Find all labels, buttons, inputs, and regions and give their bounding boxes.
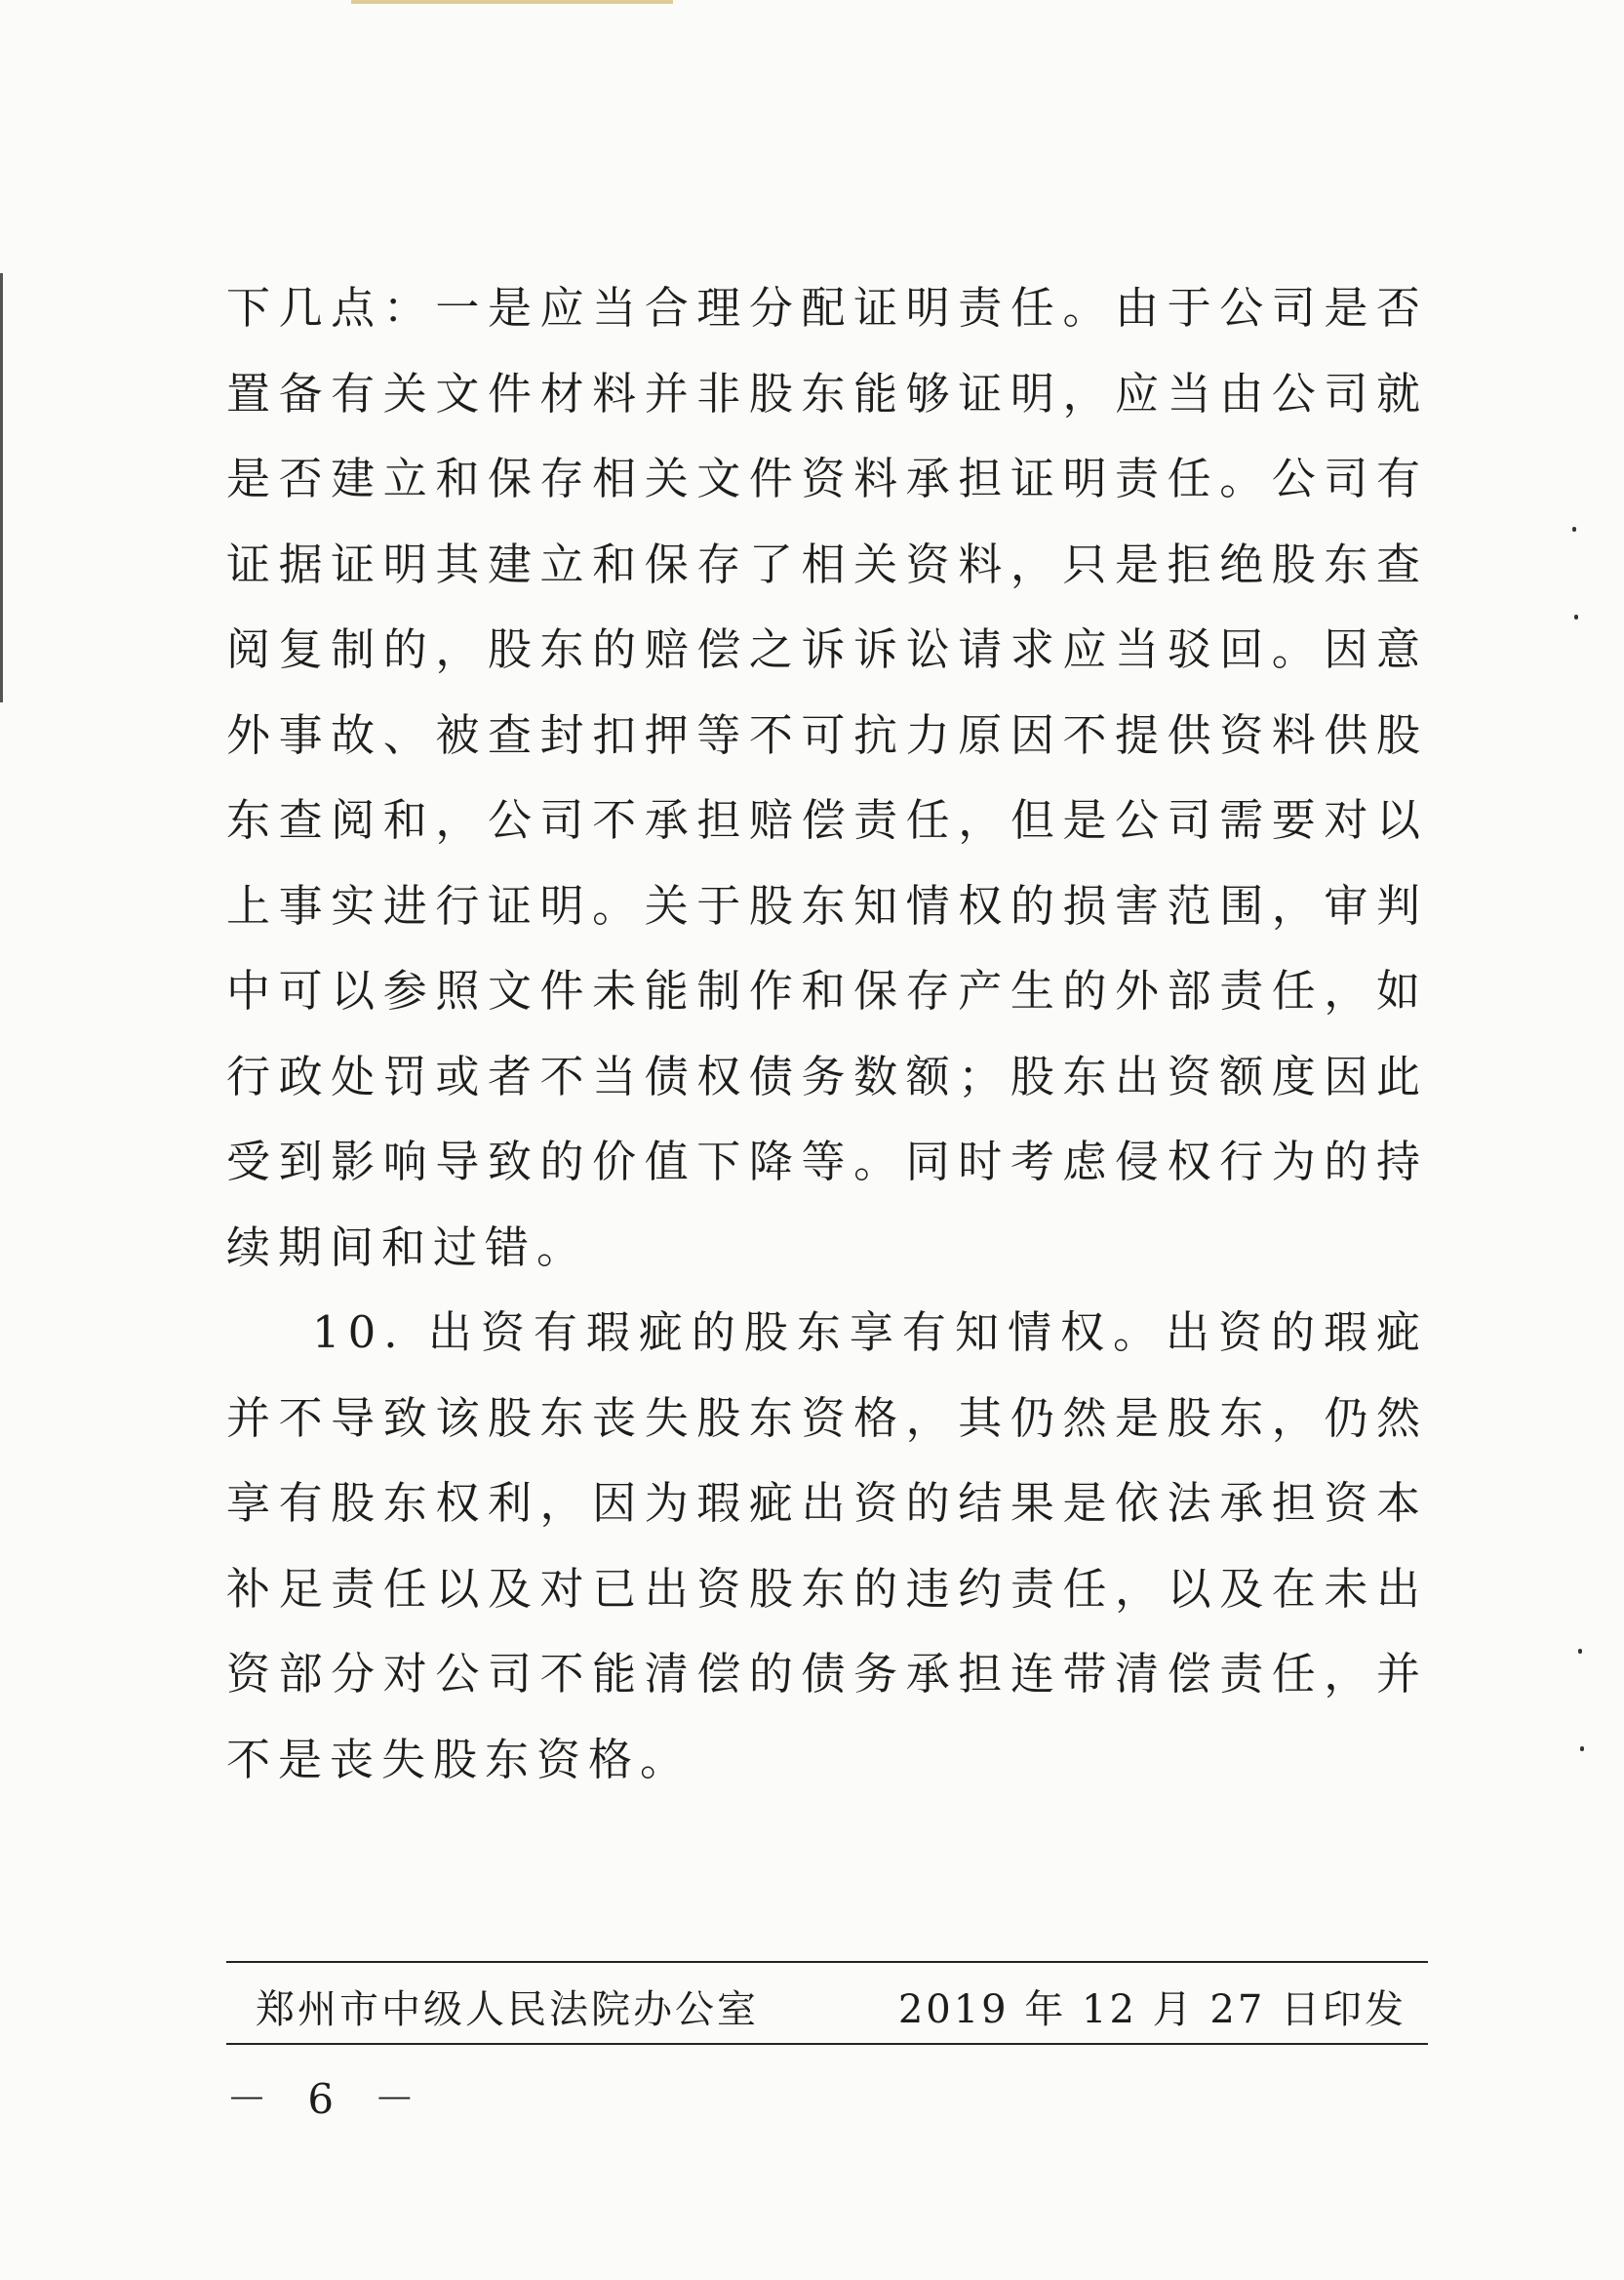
- issuance-line: [256, 1980, 1406, 2039]
- scan-speck: [1578, 1649, 1582, 1654]
- document-body: [226, 265, 1428, 1802]
- footer-rule-bottom: [226, 2043, 1428, 2045]
- footer-rule-top: [226, 1961, 1428, 1963]
- scan-artifact-left-edge: [0, 273, 3, 702]
- paragraph-item-10: 10. 出资有瑕疵的股东享有知情权。出资的瑕疵并不导致该股东丧失股东资格，其仍然是股东，仍然享有股东权利，因为瑕疵出资的结果是依法承担资本补足责任以及对已出资股东的违约责任，以及在未出资部分对公司不能清偿的债务承担连带清偿责任，并不是丧失股东资格。: [226, 1306, 1428, 1785]
- issuer-name: 郑州市中级人民法院办公室: [256, 1987, 759, 2032]
- page-number: － 6 －: [226, 2075, 429, 2123]
- issue-date: 2019 年 12 月 27 日印发: [897, 1987, 1406, 2032]
- paragraph-continuation: 下几点：一是应当合理分配证明责任。由于公司是否置备有关文件材料并非股东能够证明，应当由公司就是否建立和保存相关文件资料承担证明责任。公司有证据证明其建立和保存了相关资料，只是拒绝股东查阅复制的，股东的赔偿之诉诉讼请求应当驳回。因意外事故、被查封扣押等不可抗力原因不提供资料供股东查阅和，公司不承担赔偿责任，但是公司需要对以上事实进行证明。关于股东知情权的损害范围，审判中可以参照文件未能制作和保存产生的外部责任，如行政处罚或者不当债权债务数额；股东出资额度因此受到影响导致的价值下降等。同时考虑侵权行为的持续期间和过错。: [226, 282, 1428, 1273]
- scan-speck: [1580, 1746, 1584, 1751]
- scan-speck: [1574, 615, 1578, 620]
- scan-speck: [1572, 527, 1576, 532]
- scan-artifact-top: [351, 0, 673, 4]
